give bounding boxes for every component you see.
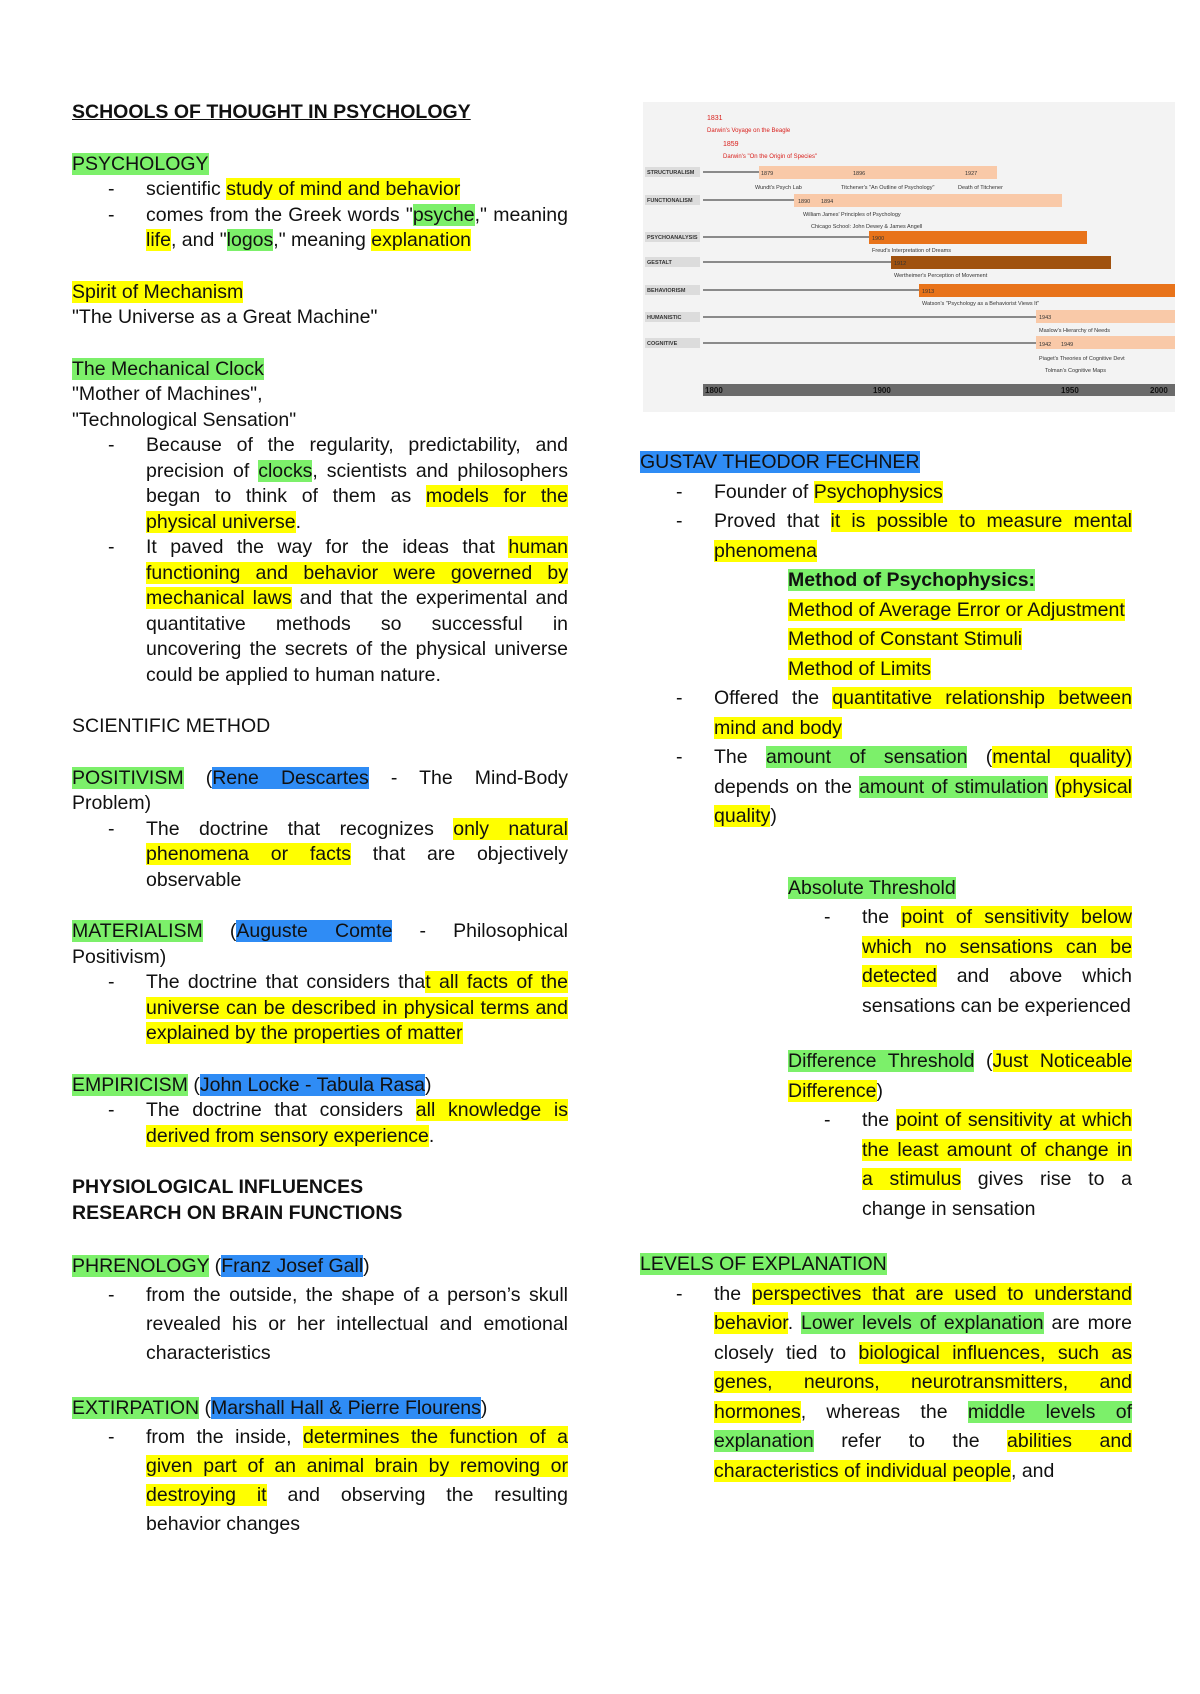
- svg-text:Maslow's Hierarchy of Needs: Maslow's Hierarchy of Needs: [1039, 328, 1111, 334]
- list-item: - Offered the quantitative relationship between mind and body: [714, 684, 1132, 743]
- phrenology-section: PHRENOLOGY (Franz Josef Gall) - from the outside, the shape of a person’s skull revealed his or her intellectual and emotional characteristics: [72, 1252, 568, 1368]
- svg-text:Watson's "Psychology as a Beha: Watson's "Psychology as a Behaviorist Views It": [922, 301, 1040, 307]
- list-item: - from the outside, the shape of a person’s skull revealed his or her intellectual and emotional characteristics: [146, 1281, 568, 1368]
- levels-section: LEVELS OF EXPLANATION - the perspectives that are used to understand behavior. Lower levels of explanation are more closely tied to biological influences, such as genes, neurons, neurotransmitters, and hormones, whereas the middle levels of explanation refer to the abilities and characteristics of individual people, and: [640, 1250, 1132, 1486]
- page-title: SCHOOLS OF THOUGHT IN PSYCHOLOGY: [72, 101, 471, 123]
- row-psychoanalysis: PSYCHOANALYSIS: [647, 235, 698, 241]
- row-behaviorism: BEHAVIORISM: [647, 288, 686, 294]
- extirpation-section: EXTIRPATION (Marshall Hall & Pierre Flourens) - from the inside, determines the function of a given part of an animal brain by removing or destroying it and observing the resulting behavior changes: [72, 1394, 568, 1539]
- note-beagle: Darwin's Voyage on the Beagle: [707, 128, 791, 134]
- methods-title: Method of Psychophysics:: [788, 569, 1036, 591]
- list-item: - The doctrine that considers that all facts of the universe can be described in physical terms and explained by the properties of matter: [146, 970, 568, 1047]
- list-item: - the perspectives that are used to understand behavior. Lower levels of explanation are more closely tied to biological influences, such as genes, neurons, neurotransmitters, and hormones, whereas the middle levels of explanation refer to the abilities and characteristics of individual people, and: [714, 1280, 1132, 1487]
- bar-cognitive: [1036, 336, 1175, 349]
- right-column: [640, 448, 1132, 1486]
- method-item: Method of Limits: [788, 657, 932, 680]
- row-functionalism: FUNCTIONALISM: [647, 198, 693, 204]
- row-humanistic: HUMANISTIC: [647, 315, 682, 321]
- row-cognitive: COGNITIVE: [647, 341, 678, 347]
- svg-text:Tolman's Cognitive Maps: Tolman's Cognitive Maps: [1045, 368, 1106, 374]
- svg-text:1927: 1927: [965, 171, 978, 177]
- clock-section: [72, 357, 568, 689]
- row-gestalt: GESTALT: [647, 260, 672, 266]
- bar-functionalism: [794, 194, 1062, 207]
- left-column: [72, 100, 568, 1539]
- clock-line: "Technological Sensation": [72, 408, 297, 431]
- spirit-quote: "The Universe as a Great Machine": [72, 306, 378, 328]
- svg-text:1913: 1913: [922, 289, 935, 295]
- list-item: - Because of the regularity, predictability, and precision of clocks, scientists and philosophers began to think of them as models for the physical universe.: [146, 433, 568, 535]
- axis-1900: 1900: [873, 386, 891, 395]
- clock-line: "Mother of Machines",: [72, 383, 263, 405]
- list-item: - comes from the Greek words "psyche," meaning life, and "logos," meaning explanation: [146, 203, 568, 254]
- spirit-section: [72, 280, 568, 331]
- materialism-section: MATERIALISM (Auguste Comte - Philosophical Positivism) - The doctrine that considers that all facts of the universe can be described in physical terms and explained by the properties of matter: [72, 919, 568, 1047]
- empiricism-section: EMPIRICISM (John Locke - Tabula Rasa) - The doctrine that considers all knowledge is derived from sensory experience.: [72, 1073, 568, 1150]
- note-origin: Darwin's "On the Origin of Species": [723, 154, 818, 160]
- method-item: Method of Average Error or Adjustment: [788, 598, 1125, 621]
- svg-text:1900: 1900: [872, 236, 885, 242]
- list-item: - The amount of sensation (mental quality) depends on the amount of stimulation (physical quality): [714, 743, 1132, 832]
- svg-text:Wertheimer's Perception of Mov: Wertheimer's Perception of Movement: [894, 273, 988, 279]
- absolute-threshold-section: Absolute Threshold - the point of sensitivity below which no sensations can be detected and above which sensations can be experienced: [788, 874, 1132, 1022]
- svg-text:1890: 1890: [798, 199, 811, 205]
- list-item: - Founder of Psychophysics: [714, 478, 1132, 508]
- svg-text:Freud's Interpretation of Drea: Freud's Interpretation of Dreams: [872, 248, 952, 254]
- svg-text:William James' Principles of P: William James' Principles of Psychology: [803, 212, 901, 218]
- list-item: - the point of sensitivity at which the least amount of change in a stimulus gives rise to a change in sensation: [862, 1106, 1132, 1224]
- note-1831: 1831: [707, 115, 723, 122]
- axis-1950: 1950: [1061, 386, 1079, 395]
- positivism-section: POSITIVISM (Rene Descartes - The Mind-Body Problem) - The doctrine that recognizes only natural phenomena or facts that are objectively observable: [72, 766, 568, 894]
- svg-text:Titchener's "An Outline of Psy: Titchener's "An Outline of Psychology": [841, 185, 935, 191]
- row-structuralism: STRUCTURALISM: [647, 170, 695, 176]
- bar-psychoanalysis: [869, 231, 1087, 244]
- psychology-section: [72, 152, 568, 254]
- svg-text:1943: 1943: [1039, 315, 1052, 321]
- svg-text:1879: 1879: [761, 171, 774, 177]
- difference-threshold-section: Difference Threshold (Just Noticeable Difference) - the point of sensitivity at which the least amount of change in a stimulus gives rise to a change in sensation: [788, 1047, 1132, 1224]
- list-item: - The doctrine that recognizes only natural phenomena or facts that are objectively observable: [146, 817, 568, 894]
- svg-text:1912: 1912: [894, 261, 907, 267]
- axis-1800: 1800: [705, 386, 723, 395]
- list-item: - from the inside, determines the function of a given part of an animal brain by removing or destroying it and observing the resulting behavior changes: [146, 1423, 568, 1539]
- svg-text:Piaget's Theories of Cognitive: Piaget's Theories of Cognitive Devt: [1039, 356, 1125, 362]
- method-item: Method of Constant Stimuli: [788, 628, 1023, 650]
- list-item: - scientific study of mind and behavior: [146, 177, 568, 203]
- bar-humanistic: [1036, 310, 1175, 323]
- psychology-heading: PSYCHOLOGY: [72, 152, 209, 175]
- list-item: - It paved the way for the ideas that human functioning and behavior were governed by mechanical laws and that the experimental and quantitative methods so successful in uncovering the secrets of the physical universe could be applied to human nature.: [146, 535, 568, 688]
- svg-text:Wundt's Psych Lab: Wundt's Psych Lab: [755, 185, 802, 191]
- axis-2000: 2000: [1150, 386, 1168, 395]
- svg-text:1942: 1942: [1039, 342, 1052, 348]
- scientific-method-heading: SCIENTIFIC METHOD: [72, 715, 271, 737]
- psychology-timeline-chart: [643, 102, 1175, 412]
- list-item: - The doctrine that considers all knowledge is derived from sensory experience.: [146, 1098, 568, 1149]
- fechner-heading: GUSTAV THEODOR FECHNER: [640, 451, 920, 473]
- svg-text:1949: 1949: [1061, 342, 1074, 348]
- spirit-heading: Spirit of Mechanism: [72, 280, 244, 303]
- svg-text:1896: 1896: [853, 171, 866, 177]
- svg-text:Death of Titchener: Death of Titchener: [958, 185, 1003, 191]
- clock-heading: The Mechanical Clock: [72, 357, 264, 380]
- list-item: - Proved that it is possible to measure mental phenomena Method of Psychophysics: Method of Average Error or Adjustment Method of Constant Stimuli Method of Limits: [714, 507, 1132, 684]
- timeline-axis: [703, 384, 1175, 396]
- list-item: - the point of sensitivity below which no sensations can be detected and above which sensations can be experienced: [862, 903, 1132, 1021]
- svg-text:1894: 1894: [821, 199, 834, 205]
- physio-heading: PHYSIOLOGICAL INFLUENCES RESEARCH ON BRAIN FUNCTIONS: [72, 1176, 403, 1224]
- bar-structuralism: [759, 166, 997, 179]
- bar-behaviorism: [919, 284, 1175, 297]
- svg-text:Chicago School: John Dewey & J: Chicago School: John Dewey & James Angell: [811, 224, 923, 230]
- bar-gestalt: [891, 256, 1111, 269]
- note-1859: 1859: [723, 141, 739, 148]
